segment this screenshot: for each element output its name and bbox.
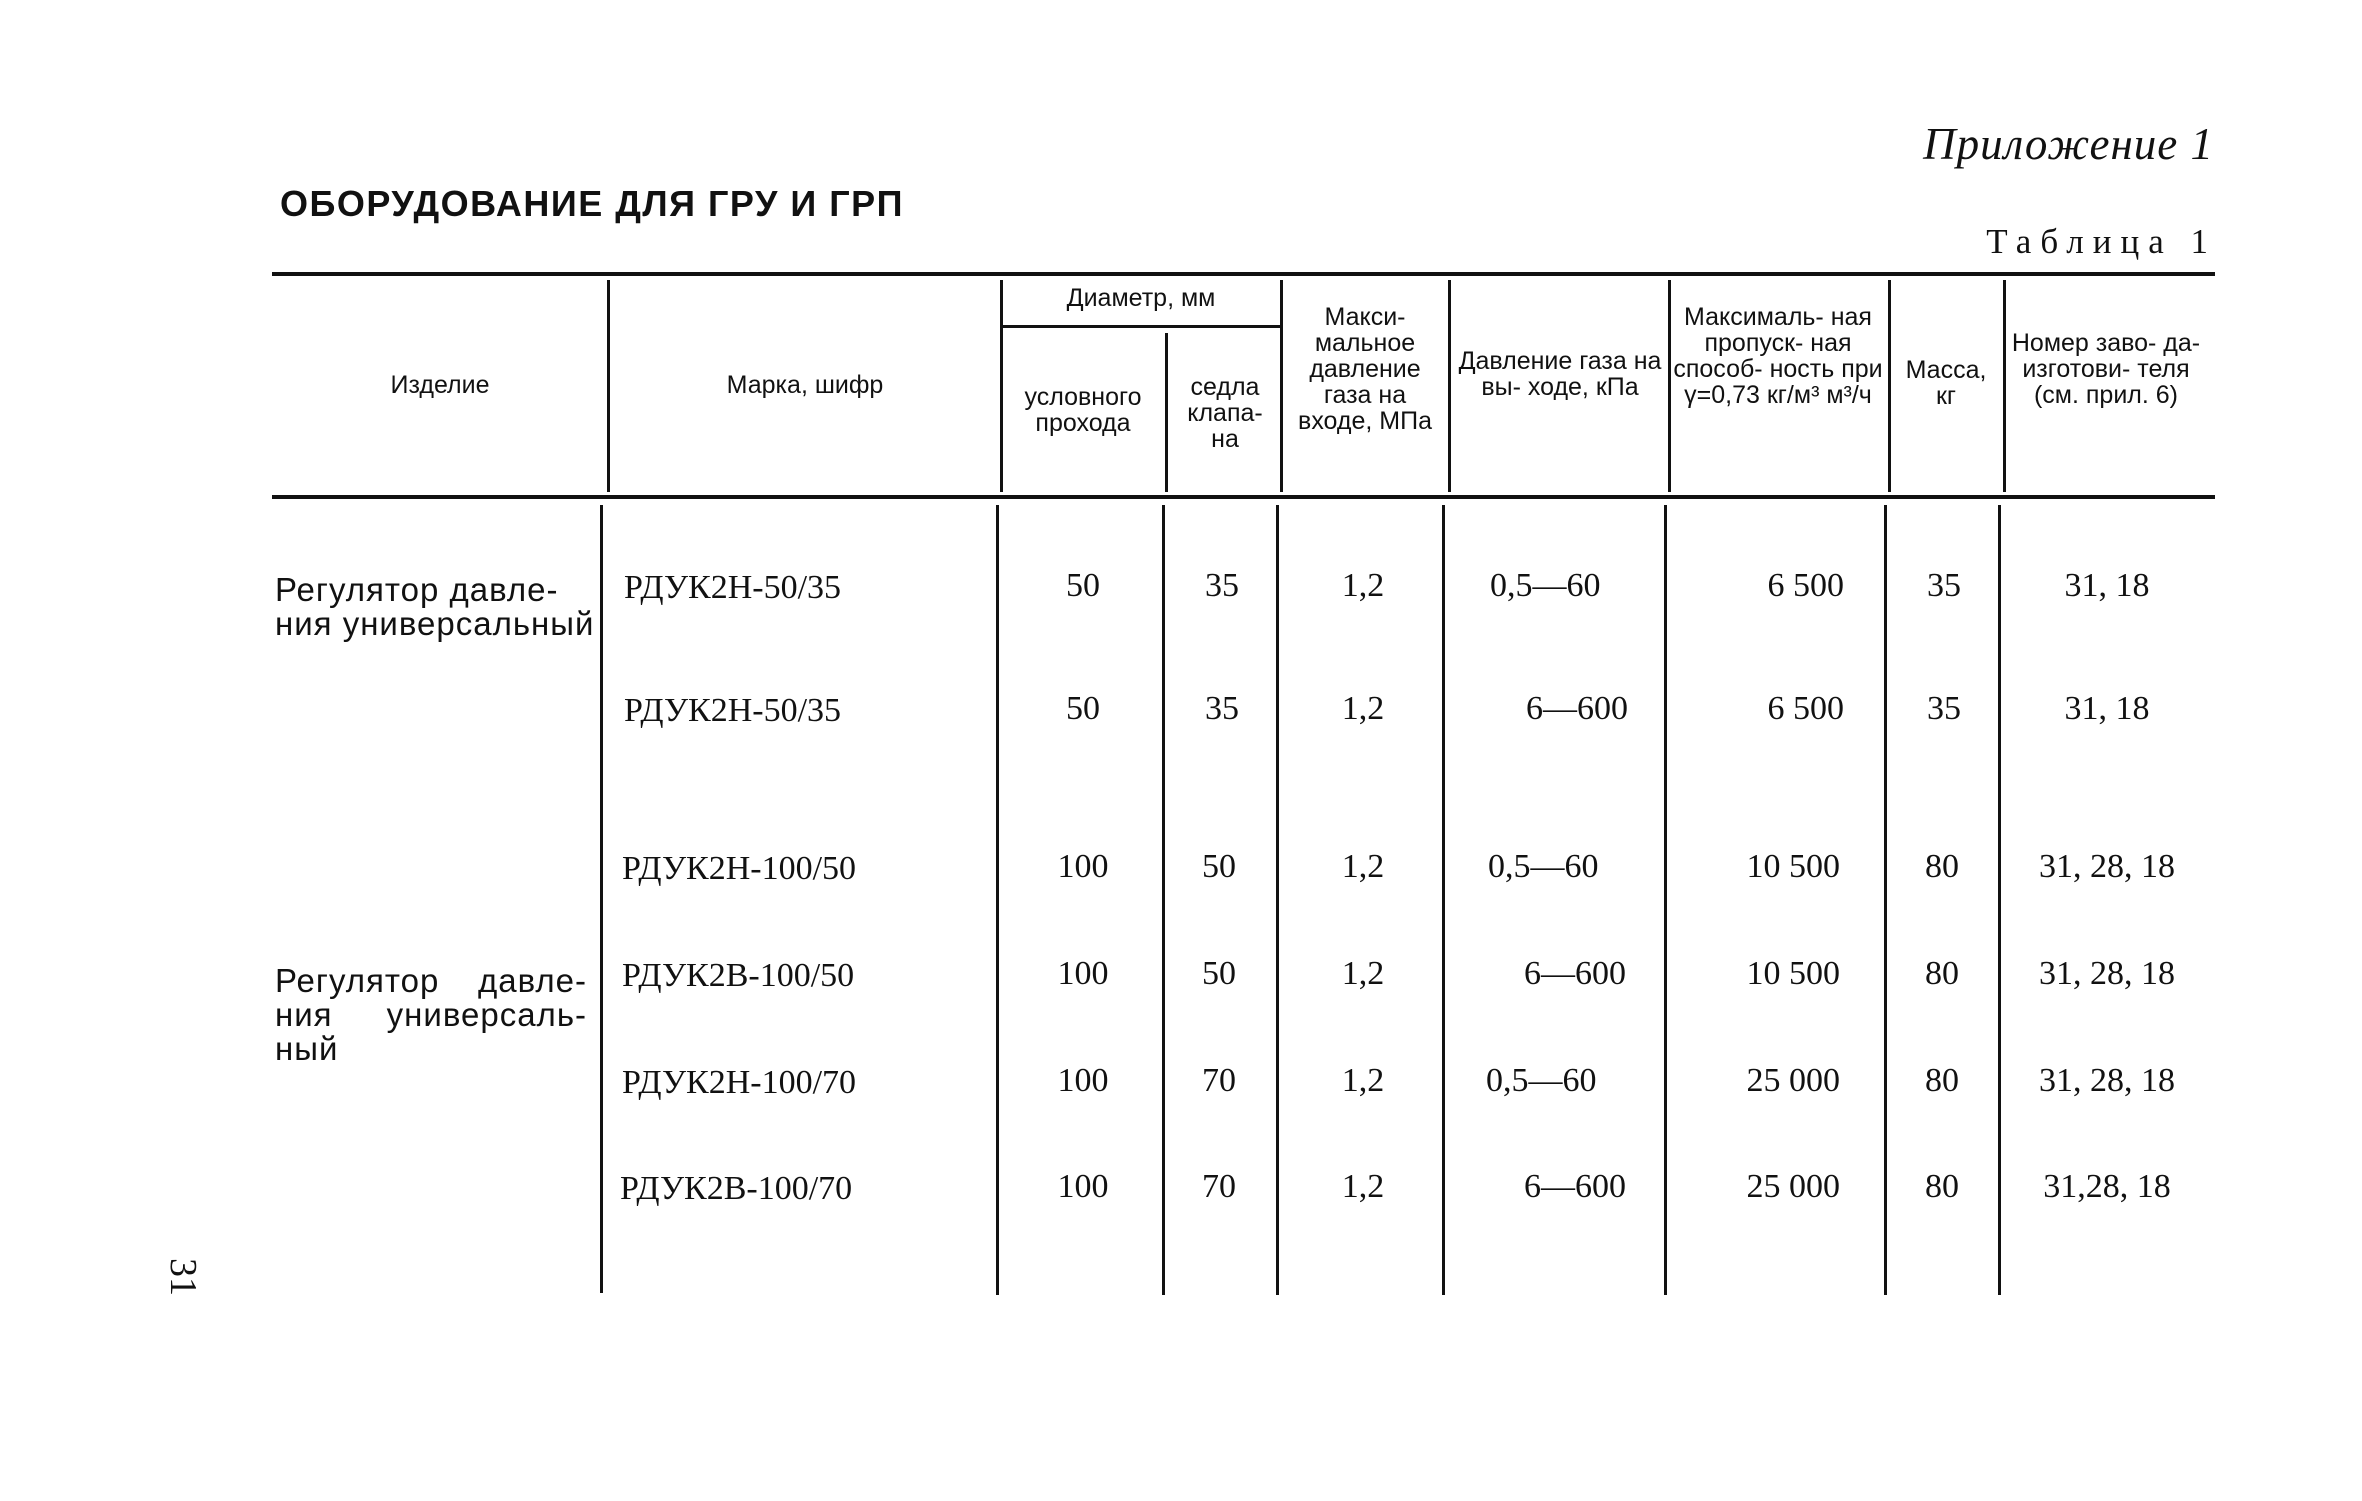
page-title: ОБОРУДОВАНИЕ ДЛЯ ГРУ И ГРП bbox=[280, 183, 905, 224]
table-cell-nominal: 100 bbox=[1057, 1168, 1109, 1205]
table-cell-brand: РДУК2В-100/50 bbox=[622, 957, 855, 994]
table-label: Таблица 1 bbox=[1986, 222, 2217, 261]
table-cell-max-inlet: 1,2 bbox=[1341, 1168, 1385, 1205]
column-divider bbox=[1998, 505, 2001, 1295]
header-nominal: условного прохода bbox=[1024, 383, 1142, 437]
table-cell-max-inlet: 1,2 bbox=[1341, 1062, 1385, 1099]
column-divider bbox=[607, 280, 610, 492]
table-cell-mass: 80 bbox=[1925, 955, 1959, 992]
diameter-subheader-rule bbox=[1002, 325, 1280, 328]
header-outlet: Давление газа на вы- ходе, кПа bbox=[1458, 347, 1662, 401]
table-cell-manufacturer: 31, 28, 18 bbox=[2039, 1062, 2175, 1099]
table-cell-mass: 80 bbox=[1925, 1062, 1959, 1099]
page-number: 31 bbox=[162, 1258, 204, 1296]
header-seat: седла клапа- на bbox=[1187, 373, 1263, 453]
table-cell-seat: 50 bbox=[1202, 955, 1236, 992]
table-cell-brand: РДУК2В-100/70 bbox=[620, 1170, 853, 1207]
header-brand: Марка, шифр bbox=[726, 371, 884, 399]
appendix-label: Приложение 1 bbox=[1923, 119, 2214, 169]
table-cell-nominal: 100 bbox=[1057, 1062, 1109, 1099]
table-cell-manufacturer: 31, 18 bbox=[2064, 690, 2150, 727]
column-divider bbox=[600, 505, 603, 1293]
column-divider bbox=[1884, 505, 1887, 1295]
table-cell-seat: 70 bbox=[1202, 1168, 1236, 1205]
column-divider bbox=[1280, 280, 1283, 492]
table-cell-capacity: 25 000 bbox=[1746, 1168, 1840, 1205]
table-cell-mass: 35 bbox=[1927, 567, 1961, 604]
table-cell-manufacturer: 31, 28, 18 bbox=[2039, 848, 2175, 885]
table-cell-capacity: 6 500 bbox=[1767, 567, 1844, 604]
table-top-rule bbox=[272, 272, 2215, 276]
table-cell-manufacturer: 31, 28, 18 bbox=[2039, 955, 2175, 992]
header-product: Изделие bbox=[390, 371, 490, 399]
table-cell-nominal: 50 bbox=[1066, 690, 1100, 727]
column-divider bbox=[1000, 280, 1003, 492]
table-cell-capacity: 25 000 bbox=[1746, 1062, 1840, 1099]
table-cell-capacity: 10 500 bbox=[1746, 848, 1840, 885]
column-divider bbox=[1448, 280, 1451, 492]
column-divider bbox=[1165, 333, 1168, 492]
table-cell-outlet: 6—600 bbox=[1524, 1168, 1626, 1205]
table-cell-seat: 35 bbox=[1205, 567, 1239, 604]
table-cell-brand: РДУК2Н-100/50 bbox=[622, 850, 857, 887]
header-bottom-rule bbox=[272, 495, 2215, 499]
header-diameter: Диаметр, мм bbox=[1066, 284, 1216, 312]
table-cell-capacity: 6 500 bbox=[1767, 690, 1844, 727]
column-divider bbox=[1668, 280, 1671, 492]
table-cell-capacity: 10 500 bbox=[1746, 955, 1840, 992]
table-cell-mass: 35 bbox=[1927, 690, 1961, 727]
table-cell-brand: РДУК2Н-50/35 bbox=[624, 569, 842, 606]
table-cell-manufacturer: 31,28, 18 bbox=[2043, 1168, 2171, 1205]
table-cell-nominal: 50 bbox=[1066, 567, 1100, 604]
header-mass: Масса, кг bbox=[1905, 356, 1987, 410]
column-divider bbox=[1888, 280, 1891, 492]
table-cell-brand: РДУК2Н-100/70 bbox=[622, 1064, 857, 1101]
table-cell-nominal: 100 bbox=[1057, 848, 1109, 885]
table-cell-max-inlet: 1,2 bbox=[1341, 848, 1385, 885]
table-cell-seat: 35 bbox=[1205, 690, 1239, 727]
header-max-inlet: Макси- мальное давление газа на входе, МПа bbox=[1298, 303, 1432, 435]
header-manufacturer: Номер заво- да-изготови- теля (см. прил. 6) bbox=[2011, 329, 2201, 409]
table-cell-outlet: 0,5—60 bbox=[1488, 848, 1599, 885]
table-cell-seat: 70 bbox=[1202, 1062, 1236, 1099]
table-cell-nominal: 100 bbox=[1057, 955, 1109, 992]
column-divider bbox=[1664, 505, 1667, 1295]
column-divider bbox=[996, 505, 999, 1295]
table-cell-outlet: 6—600 bbox=[1524, 955, 1626, 992]
product-group-label: Регулятор давле- ния универсальный bbox=[275, 571, 595, 642]
table-cell-brand: РДУК2Н-50/35 bbox=[624, 692, 842, 729]
table-cell-max-inlet: 1,2 bbox=[1341, 567, 1385, 604]
table-cell-max-inlet: 1,2 bbox=[1341, 955, 1385, 992]
product-group-label: Регулятор давле- ния универсаль- ный bbox=[275, 962, 587, 1067]
table-cell-max-inlet: 1,2 bbox=[1341, 690, 1385, 727]
header-capacity: Максималь- ная пропуск- ная способ- ность при γ=0,73 кг/м³ м³/ч bbox=[1673, 303, 1883, 409]
table-cell-outlet: 0,5—60 bbox=[1486, 1062, 1597, 1099]
table-cell-seat: 50 bbox=[1202, 848, 1236, 885]
column-divider bbox=[1276, 505, 1279, 1295]
table-cell-mass: 80 bbox=[1925, 848, 1959, 885]
table-cell-outlet: 6—600 bbox=[1526, 690, 1628, 727]
table-cell-mass: 80 bbox=[1925, 1168, 1959, 1205]
table-cell-outlet: 0,5—60 bbox=[1490, 567, 1601, 604]
table-cell-manufacturer: 31, 18 bbox=[2064, 567, 2150, 604]
